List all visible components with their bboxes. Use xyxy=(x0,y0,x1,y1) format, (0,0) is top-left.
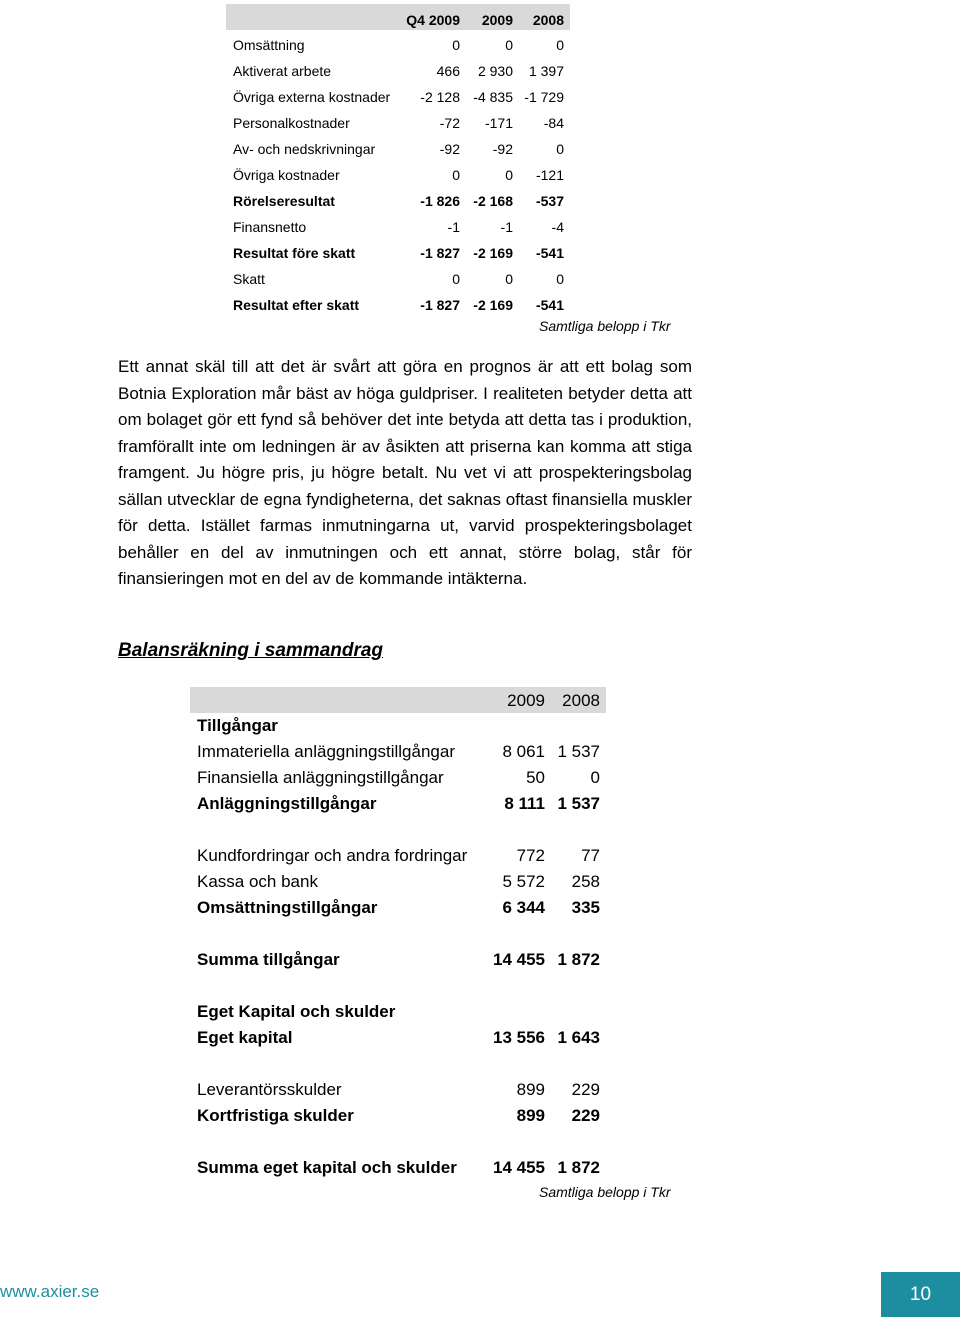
row-label: Övriga kostnader xyxy=(233,167,340,183)
balance-table-header xyxy=(190,687,606,713)
row-value: -1 xyxy=(500,219,513,235)
row-value: 1 537 xyxy=(557,742,600,761)
column-header: 2009 xyxy=(481,12,513,28)
row-value: -92 xyxy=(439,141,460,157)
table-row xyxy=(226,56,570,82)
row-value: 5 572 xyxy=(502,872,545,891)
table-row xyxy=(190,739,606,765)
row-value: 1 397 xyxy=(528,63,564,79)
spacer-row xyxy=(190,1051,606,1077)
amounts-note: Samtliga belopp i Tkr xyxy=(539,318,671,334)
row-label: Kundfordringar och andra fordringar xyxy=(197,846,468,865)
balance-sheet-table xyxy=(190,687,606,1181)
section-heading: Balansräkning i sammandrag xyxy=(118,640,384,661)
row-value: -2 168 xyxy=(473,193,513,209)
row-value: 0 xyxy=(452,37,460,53)
table-row xyxy=(190,1077,606,1103)
row-value: 899 xyxy=(516,1080,545,1099)
body-paragraph: Ett annat skäl till att det är svårt att göra en prognos är att ett bolag som Botnia Exploration mår bäst av höga guldpriser. I realiteten betyder detta att om bolaget gör ett fynd så behöver det inte betyda att detta tas i produktion, framförallt inte om ledningen är av åsikten att priserna kan komma att stiga framgent. Ju högre pris, ju högre betalt. Nu vet vi att prospekteringsbolag sällan utvecklar de egna fyndigheterna, det saknas oftast finansiella muskler för detta. Istället farmas inmutningarna ut, varvid prospekteringsbolaget behåller en del av inmutningen och ett annat, större bolag, står för finansieringen mot en del av de kommande intäkterna. xyxy=(118,357,692,588)
table-row xyxy=(226,290,570,316)
row-value: 6 344 xyxy=(502,898,545,917)
row-value: -1 827 xyxy=(420,245,460,261)
row-value: 50 xyxy=(526,768,545,787)
table-row xyxy=(190,895,606,921)
row-label: Summa eget kapital och skulder xyxy=(197,1158,457,1177)
row-value: -1 826 xyxy=(420,193,460,209)
row-label: Av- och nedskrivningar xyxy=(233,141,376,157)
column-header: 2009 xyxy=(507,691,545,710)
row-value: 0 xyxy=(590,768,600,787)
row-label: Omsättning xyxy=(233,37,305,53)
row-label: Leverantörsskulder xyxy=(197,1080,342,1099)
income-statement-table xyxy=(226,4,570,316)
income-table-body xyxy=(226,30,570,316)
row-label: Resultat efter skatt xyxy=(233,297,360,313)
row-value: 0 xyxy=(452,167,460,183)
row-label: Övriga externa kostnader xyxy=(233,89,391,105)
table-row xyxy=(190,843,606,869)
row-value: 229 xyxy=(571,1080,600,1099)
row-value: 0 xyxy=(556,37,564,53)
row-value: 0 xyxy=(505,167,513,183)
row-value: -1 xyxy=(447,219,460,235)
table-row xyxy=(226,264,570,290)
row-value: 0 xyxy=(556,141,564,157)
table-row xyxy=(190,1155,606,1181)
balance-table-body xyxy=(190,713,606,1181)
row-label: Rörelseresultat xyxy=(233,193,335,209)
row-value: 899 xyxy=(516,1106,545,1125)
table-row xyxy=(190,1103,606,1129)
column-header: Q4 2009 xyxy=(406,12,460,28)
row-value: 335 xyxy=(571,898,600,917)
table-row xyxy=(226,212,570,238)
table-row xyxy=(190,791,606,817)
row-label: Omsättningstillgångar xyxy=(197,898,378,917)
row-value: 77 xyxy=(581,846,600,865)
table-row xyxy=(190,713,606,739)
amounts-note: Samtliga belopp i Tkr xyxy=(539,1184,671,1200)
row-value: -72 xyxy=(439,115,460,131)
row-value: 1 872 xyxy=(557,1158,600,1177)
table-row xyxy=(190,999,606,1025)
row-label: Resultat före skatt xyxy=(233,245,356,261)
row-label: Eget kapital xyxy=(197,1028,293,1047)
row-value: 466 xyxy=(436,63,460,79)
table-row xyxy=(190,947,606,973)
table-row xyxy=(226,134,570,160)
row-label: Skatt xyxy=(233,271,265,287)
row-label: Immateriella anläggningstillgångar xyxy=(197,742,455,761)
row-value: -2 169 xyxy=(473,245,513,261)
spacer-row xyxy=(190,1129,606,1155)
row-value: -4 835 xyxy=(473,89,513,105)
row-label: Tillgångar xyxy=(197,716,278,735)
row-value: -537 xyxy=(535,193,564,209)
row-label: Finansiella anläggningstillgångar xyxy=(197,768,444,787)
website-link[interactable]: www.axier.se xyxy=(0,1282,100,1301)
row-label: Finansnetto xyxy=(233,219,307,235)
row-value: -121 xyxy=(535,167,564,183)
page-number: 10 xyxy=(881,1272,960,1317)
table-row xyxy=(190,1025,606,1051)
row-value: 8 111 xyxy=(504,794,545,813)
row-value: 0 xyxy=(556,271,564,287)
row-label: Summa tillgångar xyxy=(197,950,340,969)
table-row xyxy=(226,238,570,264)
row-value: -2 128 xyxy=(420,89,460,105)
column-header: 2008 xyxy=(532,12,564,28)
row-value: 229 xyxy=(571,1106,600,1125)
row-value: -1 729 xyxy=(524,89,564,105)
table-row xyxy=(226,108,570,134)
row-value: -541 xyxy=(535,297,564,313)
spacer-row xyxy=(190,973,606,999)
table-row xyxy=(190,869,606,895)
table-row xyxy=(226,30,570,56)
row-value: 258 xyxy=(571,872,600,891)
row-value: 772 xyxy=(516,846,545,865)
row-value: 0 xyxy=(505,271,513,287)
row-value: -2 169 xyxy=(473,297,513,313)
row-value: 2 930 xyxy=(477,63,513,79)
row-label: Kassa och bank xyxy=(197,872,318,891)
table-row xyxy=(190,765,606,791)
row-value: 13 556 xyxy=(493,1028,545,1047)
row-value: 1 872 xyxy=(557,950,600,969)
spacer-row xyxy=(190,817,606,843)
column-header: 2008 xyxy=(562,691,600,710)
table-row xyxy=(226,186,570,212)
row-value: -92 xyxy=(492,141,513,157)
row-label: Anläggningstillgångar xyxy=(197,794,377,813)
row-value: -171 xyxy=(484,115,513,131)
row-label: Personalkostnader xyxy=(233,115,350,131)
table-row xyxy=(226,160,570,186)
row-value: 0 xyxy=(452,271,460,287)
row-value: -1 827 xyxy=(420,297,460,313)
row-label: Eget Kapital och skulder xyxy=(197,1002,396,1021)
row-value: 14 455 xyxy=(493,1158,545,1177)
row-value: 8 061 xyxy=(502,742,545,761)
row-label: Aktiverat arbete xyxy=(233,63,332,79)
row-label: Kortfristiga skulder xyxy=(197,1106,354,1125)
row-value: -4 xyxy=(551,219,564,235)
row-value: 1 643 xyxy=(557,1028,600,1047)
row-value: 14 455 xyxy=(493,950,545,969)
row-value: -541 xyxy=(535,245,564,261)
row-value: 0 xyxy=(505,37,513,53)
income-table-header xyxy=(226,4,570,30)
row-value: 1 537 xyxy=(557,794,600,813)
spacer-row xyxy=(190,921,606,947)
table-row xyxy=(226,82,570,108)
row-value: -84 xyxy=(543,115,564,131)
